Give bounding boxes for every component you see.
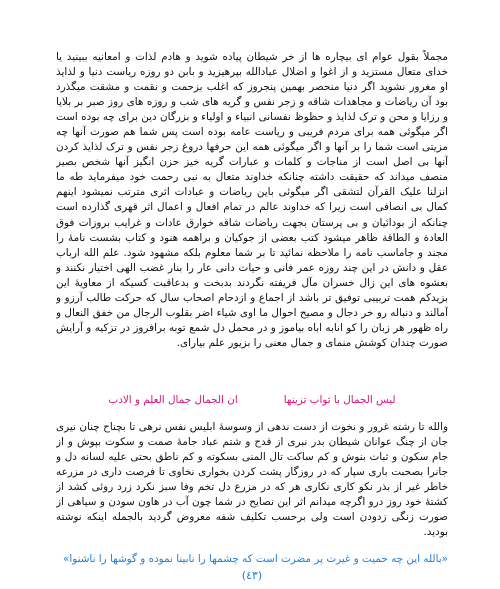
poetry-couplet	[56, 393, 448, 408]
couplet-second-hemistich: ان الجمال جمال العلم و الادب	[108, 394, 238, 406]
body-paragraph-1: مجملاً بقول عوام ای بیچاره ها از خر شیطان پیاده شوید و هادم لذات و امعانیه ببینید یا خدای متعال مستزید و از اغوا و اضلال عبادالله بپرهیزید و بابن دو روزه ریاست دنیا و لذایذ او مغرور نشوید اگر دنیا منحصر بهمین پنجروز که اغلب بزحمت و نقمت و مشقت میگذرد بود آن ریاضات و مجاهدات شاقه و زجر نفس و گریه های شب و روزه های روز صبر بر بلایا و رزایا و محن و ترک لذایذ و حظوظ نفسانی انبیاء و اولیاء و بزرگان دین برای چه بوده است اگر میگوئی همه برای مردم فریبی و ریاست عامه بوده است پس شما هم صورت آنها چه مزیتی است شما را بر آنها و اگر میگوئی همه این حرفها دروغ زجر نفس و ترک لذایذ کردن آنها بی اصل است از مناجات و کلمات و عبارات گریه خیز حزن انگیز آنها شخص بصیر منصف میداند که حقیقت داشته چنانکه خداوند متعال به نبی رحمت خود میفرماید طه ما انزلنا علیک القرآن لتشقی اگر میگوئی باین ریاضات و عبادات اثری مترتب نمیشود اینهم کمال بی انصافی است زیرا که خداوند عالم در تمام افعال و اعمال اثر قهری گذارده است چنانکه از بودائیان و بی پرستان بجهت ریاضات شاقه خوارق عادات و غرایب بروزات فوق العادة و الطاقة ظاهر میشود کتب بعضی از جوکیان و براهمه هنود و کتاب بشست نامهٔ را مجند و جاماسب نامه را ملاحظه نمائید تا بر شما معلوم بلکه مشهود شود. علم الله ارباب عقل و دانش در این چند روزه عمر فانی و حیات دانی عار را بنار غضب الهی اختیار نکنند و بعشوه های این زال خسران مآل فریفته نگردند بدبخت و بدعاقبت کسیکه از معاویهٔ این بزیدکم همت تربیبی توفیق تر باشد از اجماع و ازدحام اصحاب سال که حرکت طالب آرزو و آمالند و دنباله رو خر دجال و مصیح احوال ما اوی شیاء اضر بقلوب الرجال من خفق النعال و راه ظهور هر زبان را کو انابه اباه بیاموز و در محمل دل شمع توبه برافروز در تزکیه و آرایش صورت چندان کوشش منمای و جمال معنی را بزیور علم بیارای.	[56, 51, 448, 349]
document-page	[56, 50, 448, 580]
closing-quote-line: «بالله این چه حمیت و غیرت پر مضرت است که چشمها را نابینا نموده و گوشها را ناشنوا»	[62, 553, 448, 565]
body-paragraph-2: والله تا رشته غرور و نخوت از دست ندهی از وسوسهٔ ابلیس نفس نرهی تا بچناح چنان نیری جان از چنگ عوانان شیطان بدر نبری از قدح و شتم عباد جامهٔ صمت و سکوت بپوش و از جام سکون و ثبات بنوش و کم ساکت تال المنی بسکوته و کم ناطق بحتی علیه لسانه دل و جانرا بصحبت باری سپار که در روزگار پشت کردن بخواری نخاوی تا فرصت داری در مزرعه خاطر غیر از بذر نکو کاری نکاری هر که در مزرع دل تخم وفا سبز نکرد زرد روئی کشد از کشتهٔ خود روز درو اگرچه میدانم اثر این نصایح در شما چون آب در هاون سودن و سیاهی از صورت زنگی زدودن است ولی برحسب تکلیف شفه معروض گردید بالجمله اینکه نوشته بودید.	[56, 421, 448, 539]
page-number: (٤٣)	[241, 569, 263, 582]
couplet-first-hemistich: لیس الجمال با ثواب تزینها	[283, 394, 396, 406]
